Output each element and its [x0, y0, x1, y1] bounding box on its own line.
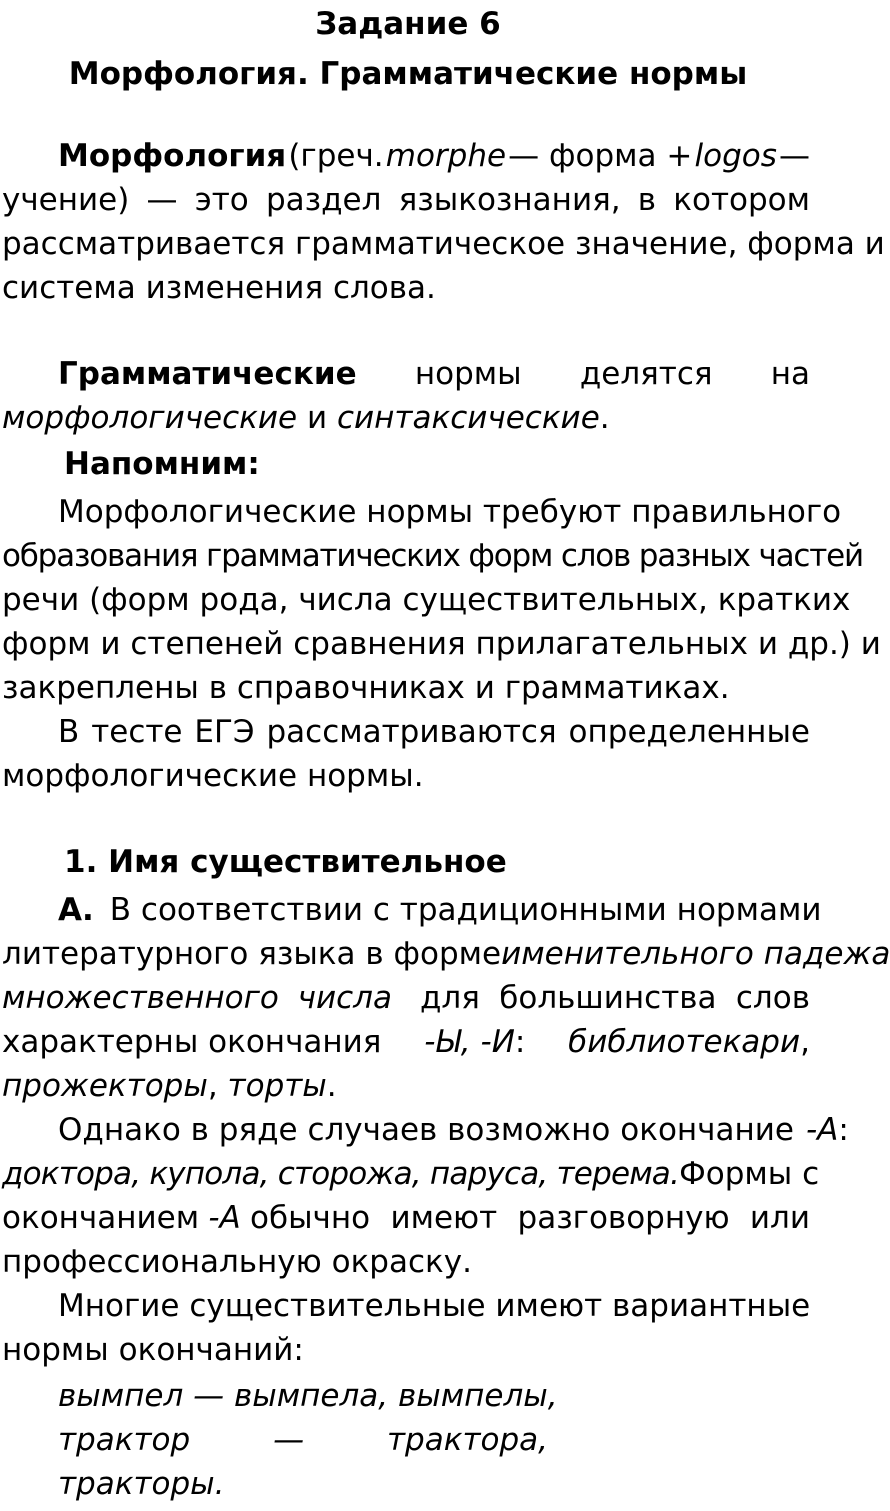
text: трактор [58, 1422, 191, 1458]
text: — форма + [508, 138, 693, 174]
text: Морфологические нормы требуют правильного [58, 494, 842, 530]
example-projectors: прожекторы [2, 1068, 208, 1104]
term-morphology: Морфология [58, 138, 287, 174]
page-title: Задание 6 [315, 6, 501, 42]
paragraph-a-line-5 [2, 1064, 337, 1108]
text: : [514, 1024, 526, 1060]
paragraph-exam-line-2: морфологические нормы. [2, 758, 424, 794]
text-morphe: morphe [385, 138, 507, 174]
paragraph-a-line-4 [2, 1020, 810, 1064]
example-tractor [58, 1418, 548, 1462]
reminder-heading: Напомним: [64, 446, 260, 482]
paragraph-norms-line-5: закреплены в справочниках и грамматиках. [2, 670, 730, 706]
text: характерны окончания [2, 1024, 382, 1060]
text: образования грамматических форм слов разных частей [2, 538, 863, 574]
paragraph-exam-line-1 [58, 710, 810, 754]
paragraph-however-line-1 [58, 1108, 849, 1152]
text: форм и степеней сравнения прилагательных и др.) и [2, 626, 881, 662]
text: (греч. [288, 138, 384, 174]
text-logos: logos [694, 138, 777, 174]
text: В тесте ЕГЭ рассматриваются определенные [58, 714, 810, 750]
example-pennant: вымпел — вымпела, вымпелы, [58, 1378, 558, 1414]
term-ending-a: -А [805, 1112, 839, 1148]
paragraph-a-line-3 [2, 976, 810, 1020]
text: — [273, 1422, 305, 1458]
paragraph-grammar-line-2 [2, 396, 610, 440]
text: нормы [414, 356, 522, 392]
text: речи (форм рода, числа существительных, кратких [2, 582, 851, 618]
paragraph-norms-line-4 [2, 622, 881, 666]
paragraph-variants-line-2: нормы окончаний: [2, 1332, 304, 1368]
paragraph-morphology-line-1 [58, 134, 810, 178]
paragraph-however-line-3 [2, 1196, 810, 1240]
text: учение) — это раздел языкознания, в котором [2, 182, 810, 218]
text: : [838, 1112, 849, 1148]
text: Однако в ряде случаев возможно окончание [58, 1112, 794, 1148]
paragraph-morphology-line-3 [2, 222, 885, 266]
text: , [800, 1024, 810, 1060]
paragraph-however-line-2 [2, 1152, 820, 1196]
example-tractors: тракторы. [58, 1466, 225, 1502]
text: обычно имеют разговорную или [250, 1200, 810, 1236]
text: на [770, 356, 810, 392]
paragraph-grammar-line-1 [58, 352, 810, 396]
paragraph-a-line-2 [2, 932, 890, 976]
text: для большинства слов [420, 980, 810, 1016]
term-plural: множественного числа [2, 980, 392, 1016]
text: В соответствии с традиционными нормами [109, 892, 822, 928]
paragraph-a-line-1 [58, 888, 822, 932]
text: трактора, [386, 1422, 548, 1458]
text: и [306, 400, 328, 436]
example-librarians: библиотекари [568, 1024, 801, 1060]
term-morphological: морфологические [2, 400, 298, 436]
section-heading-noun: 1. Имя существительное [64, 844, 507, 880]
term-ending-a: -А [208, 1200, 241, 1236]
examples-a-ending: доктора, купола, сторожа, паруса, терема. [2, 1156, 680, 1192]
text: . [599, 400, 610, 436]
paragraph-morphology-line-2 [2, 178, 810, 222]
text: Формы с [679, 1156, 820, 1192]
text: Многие существительные имеют вариантные [58, 1288, 811, 1324]
paragraph-morphology-line-4: система изменения слова. [2, 270, 436, 306]
page-subtitle: Морфология. Грамматические нормы [68, 56, 748, 92]
text: рассматривается грамматическое значение, форма и [2, 226, 885, 262]
text: литературного языка в форме [2, 936, 502, 972]
paragraph-norms-line-1 [58, 490, 842, 534]
paragraph-norms-line-2 [2, 534, 863, 578]
paragraph-however-line-4: профессиональную окраску. [2, 1244, 472, 1280]
term-syntactic: синтаксические [336, 400, 600, 436]
text: — [778, 138, 810, 174]
text: . [326, 1068, 337, 1104]
paragraph-norms-line-3 [2, 578, 851, 622]
text: окончанием [2, 1200, 200, 1236]
term-grammatical: Грамматические [58, 356, 357, 392]
example-cakes: торты [227, 1068, 327, 1104]
term-endings: -Ы, -И [424, 1024, 515, 1060]
term-nominative-case: именительного падежа [501, 936, 890, 972]
label-a: А. [58, 892, 94, 928]
paragraph-variants-line-1 [58, 1284, 810, 1328]
text: делятся [579, 356, 713, 392]
text: , [207, 1068, 218, 1104]
